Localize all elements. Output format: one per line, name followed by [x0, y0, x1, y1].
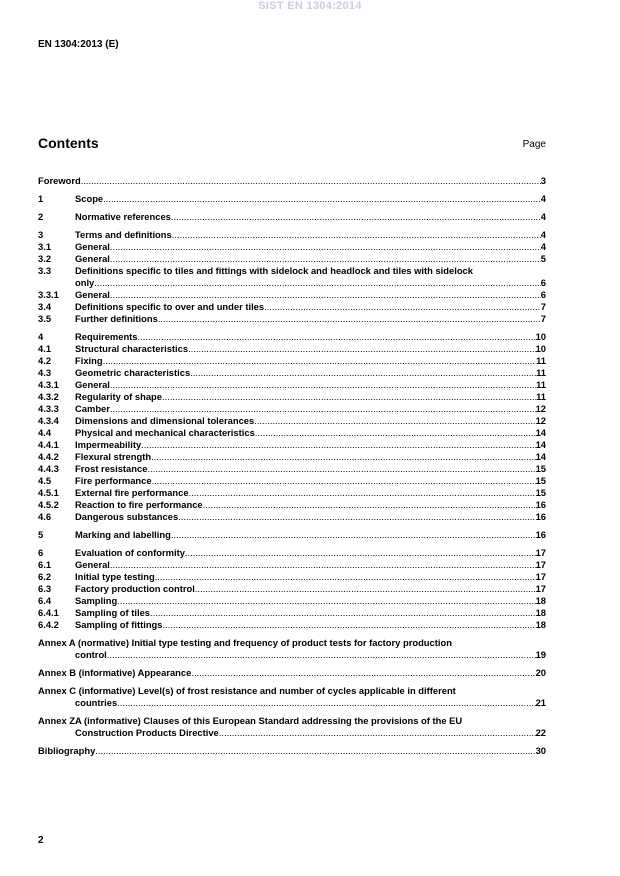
- toc-page: 11: [536, 391, 546, 402]
- toc-annex-b[interactable]: [38, 667, 546, 679]
- toc-page: 10: [535, 343, 546, 354]
- toc-number: 4.3.2: [38, 391, 59, 402]
- toc-number: 3: [38, 229, 44, 240]
- toc-page: 17: [535, 571, 546, 582]
- toc-annex-c[interactable]: [38, 685, 546, 709]
- toc-number: 3.4: [38, 301, 52, 312]
- toc-entry[interactable]: [38, 379, 546, 391]
- toc-page: 14: [535, 451, 546, 462]
- toc-title: Impermeability: [75, 439, 142, 450]
- toc-page: 3: [540, 175, 546, 186]
- toc-number: 4.3.4: [38, 415, 59, 426]
- toc-entry[interactable]: [38, 391, 546, 403]
- toc-number: 5: [38, 529, 44, 540]
- contents-title: Contents: [38, 135, 99, 151]
- toc-entry[interactable]: [38, 355, 546, 367]
- toc-page: 4: [540, 229, 546, 240]
- toc-entry[interactable]: [38, 415, 546, 427]
- toc-page: 11: [536, 379, 546, 390]
- toc-title: Scope: [75, 193, 104, 204]
- toc-page: 15: [535, 475, 546, 486]
- toc-number: 6.2: [38, 571, 52, 582]
- toc-page: 30: [535, 745, 546, 756]
- toc-page: 22: [535, 727, 546, 738]
- toc-number: 3.3.1: [38, 289, 59, 300]
- toc-title: External fire performance: [75, 487, 189, 498]
- toc-number: 3.3: [38, 265, 52, 276]
- toc-page: 6: [540, 277, 546, 288]
- toc-entry[interactable]: [38, 301, 546, 313]
- toc-number: 2: [38, 211, 44, 222]
- toc-title: Flexural strength: [75, 451, 152, 462]
- toc-title-continued: countries: [75, 697, 118, 708]
- toc-number: 6.4.1: [38, 607, 59, 618]
- toc-number: 4.3: [38, 367, 52, 378]
- toc-page: 16: [535, 529, 546, 540]
- toc-entry[interactable]: [38, 211, 546, 223]
- toc-page: 11: [536, 367, 546, 378]
- toc-title: Factory production control: [75, 583, 195, 594]
- toc-entry[interactable]: [38, 487, 546, 499]
- toc-title: Terms and definitions: [75, 229, 172, 240]
- toc-title: Fixing: [75, 355, 103, 366]
- toc-page: 20: [535, 667, 546, 678]
- toc-number: 4.5.2: [38, 499, 59, 510]
- toc-number: 4.5.1: [38, 487, 59, 498]
- toc-page: 15: [535, 463, 546, 474]
- watermark: SIST EN 1304:2014: [258, 0, 362, 12]
- toc-title-continued: control: [75, 649, 107, 660]
- toc-entry[interactable]: [38, 241, 546, 253]
- toc-number: 4.4.2: [38, 451, 59, 462]
- toc-title: Structural characteristics: [75, 343, 189, 354]
- toc-title: Sampling of fittings: [75, 619, 163, 630]
- toc-title: Camber: [75, 403, 110, 414]
- toc-page: 19: [535, 649, 546, 660]
- toc-entry[interactable]: [38, 559, 546, 571]
- toc-entry[interactable]: [38, 313, 546, 325]
- toc-title: Sampling of tiles: [75, 607, 151, 618]
- toc-page: 4: [540, 241, 546, 252]
- toc-entry[interactable]: [38, 451, 546, 463]
- toc-title: Sampling: [75, 595, 118, 606]
- toc-entry[interactable]: [38, 229, 546, 241]
- toc-number: 3.5: [38, 313, 52, 324]
- toc-entry[interactable]: [38, 595, 546, 607]
- toc-page: 16: [535, 499, 546, 510]
- toc-title: Initial type testing: [75, 571, 155, 582]
- toc-title: Marking and labelling: [75, 529, 171, 540]
- toc-page: 12: [535, 403, 546, 414]
- toc-title: Normative references: [75, 211, 171, 222]
- toc-title: Dimensions and dimensional tolerances: [75, 415, 255, 426]
- toc-entry[interactable]: [38, 403, 546, 415]
- toc-title: General: [75, 379, 110, 390]
- toc-number: 4.4.1: [38, 439, 59, 450]
- toc-entry[interactable]: [38, 253, 546, 265]
- toc-entry[interactable]: [38, 289, 546, 301]
- toc-page: 11: [536, 355, 546, 366]
- toc-title: Foreword: [38, 175, 81, 186]
- toc-number: 4.5: [38, 475, 52, 486]
- toc-number: 6.4.2: [38, 619, 59, 630]
- toc-title: Annex B (informative) Appearance: [38, 667, 192, 678]
- toc-title: Annex C (informative) Level(s) of frost resistance and number of cycles applicable in different: [38, 685, 456, 696]
- toc-title: Fire performance: [75, 475, 152, 486]
- toc-entry[interactable]: [38, 499, 546, 511]
- toc-page: 7: [540, 313, 546, 324]
- toc-entry[interactable]: [38, 511, 546, 523]
- toc-number: 6.1: [38, 559, 52, 570]
- toc-title: Geometric characteristics: [75, 367, 191, 378]
- page-number: 2: [38, 835, 44, 846]
- toc-page: 18: [535, 607, 546, 618]
- toc-title: Bibliography: [38, 745, 96, 756]
- toc-number: 4.3.1: [38, 379, 59, 390]
- toc-title: Requirements: [75, 331, 138, 342]
- toc-title: General: [75, 289, 110, 300]
- toc-entry[interactable]: [38, 463, 546, 475]
- toc-title: Definitions specific to over and under tiles: [75, 301, 265, 312]
- toc-entry[interactable]: [38, 367, 546, 379]
- toc-page: 18: [535, 619, 546, 630]
- toc-number: 6.3: [38, 583, 52, 594]
- toc-title: Physical and mechanical characteristics: [75, 427, 255, 438]
- toc-bibliography[interactable]: [38, 745, 546, 757]
- toc-page: 7: [540, 301, 546, 312]
- toc-number: 4.2: [38, 355, 52, 366]
- toc-title-continued: Construction Products Directive: [75, 727, 219, 738]
- toc-title: General: [75, 253, 110, 264]
- toc-title: Annex ZA (informative) Clauses of this European Standard addressing the provisions of the EU: [38, 715, 463, 726]
- toc-annex-a[interactable]: [38, 637, 546, 661]
- toc-title: Dangerous substances: [75, 511, 179, 522]
- toc-title: Evaluation of conformity: [75, 547, 185, 558]
- toc-number: 6.4: [38, 595, 52, 606]
- toc-entry[interactable]: [38, 343, 546, 355]
- toc-title: Frost resistance: [75, 463, 148, 474]
- toc-number: 6: [38, 547, 44, 558]
- toc-title: General: [75, 241, 110, 252]
- toc-number: 4.1: [38, 343, 52, 354]
- toc-page: 16: [535, 511, 546, 522]
- toc-page: 12: [535, 415, 546, 426]
- toc-page: 5: [540, 253, 546, 264]
- toc-entry[interactable]: [38, 571, 546, 583]
- toc-entry[interactable]: [38, 619, 546, 631]
- toc-page: 18: [535, 595, 546, 606]
- toc-page: 14: [535, 427, 546, 438]
- toc-title: Further definitions: [75, 313, 158, 324]
- toc-title: Reaction to fire performance: [75, 499, 203, 510]
- toc-page: 6: [540, 289, 546, 300]
- toc-page: 17: [535, 559, 546, 570]
- toc-number: 3.2: [38, 253, 52, 264]
- toc-entry[interactable]: [38, 583, 546, 595]
- toc-entry[interactable]: [38, 193, 546, 205]
- toc-number: 4: [38, 331, 44, 342]
- toc-entry[interactable]: [38, 529, 546, 541]
- toc-title: Definitions specific to tiles and fittings with sidelock and headlock and tiles with sidelock: [75, 265, 473, 276]
- toc-entry[interactable]: [38, 547, 546, 559]
- toc-entry[interactable]: [38, 475, 546, 487]
- toc-annex-za[interactable]: [38, 715, 546, 739]
- toc-entry-foreword[interactable]: [38, 175, 546, 187]
- toc-entry[interactable]: [38, 439, 546, 451]
- toc-page: 21: [535, 697, 546, 708]
- toc-number: 4.3.3: [38, 403, 59, 414]
- toc-entry[interactable]: [38, 607, 546, 619]
- toc-title-continued: only: [75, 277, 95, 288]
- toc-number: 3.1: [38, 241, 52, 252]
- toc-number: 1: [38, 193, 44, 204]
- page-column-label: Page: [522, 139, 546, 150]
- toc-number: 4.4.3: [38, 463, 59, 474]
- toc-page: 17: [535, 547, 546, 558]
- toc-page: 4: [540, 211, 546, 222]
- toc-entry[interactable]: [38, 265, 546, 289]
- toc-title: General: [75, 559, 110, 570]
- toc-title: Regularity of shape: [75, 391, 162, 402]
- toc-number: 4.4: [38, 427, 52, 438]
- document-id: EN 1304:2013 (E): [38, 39, 119, 50]
- toc-page: 15: [535, 487, 546, 498]
- toc-title: Annex A (normative) Initial type testing and frequency of product tests for factory production: [38, 637, 452, 648]
- toc-entry[interactable]: [38, 331, 546, 343]
- toc-page: 17: [535, 583, 546, 594]
- toc-page: 10: [535, 331, 546, 342]
- toc-page: 4: [540, 193, 546, 204]
- toc-entry[interactable]: [38, 427, 546, 439]
- table-of-contents: [38, 175, 546, 757]
- toc-number: 4.6: [38, 511, 52, 522]
- toc-page: 14: [535, 439, 546, 450]
